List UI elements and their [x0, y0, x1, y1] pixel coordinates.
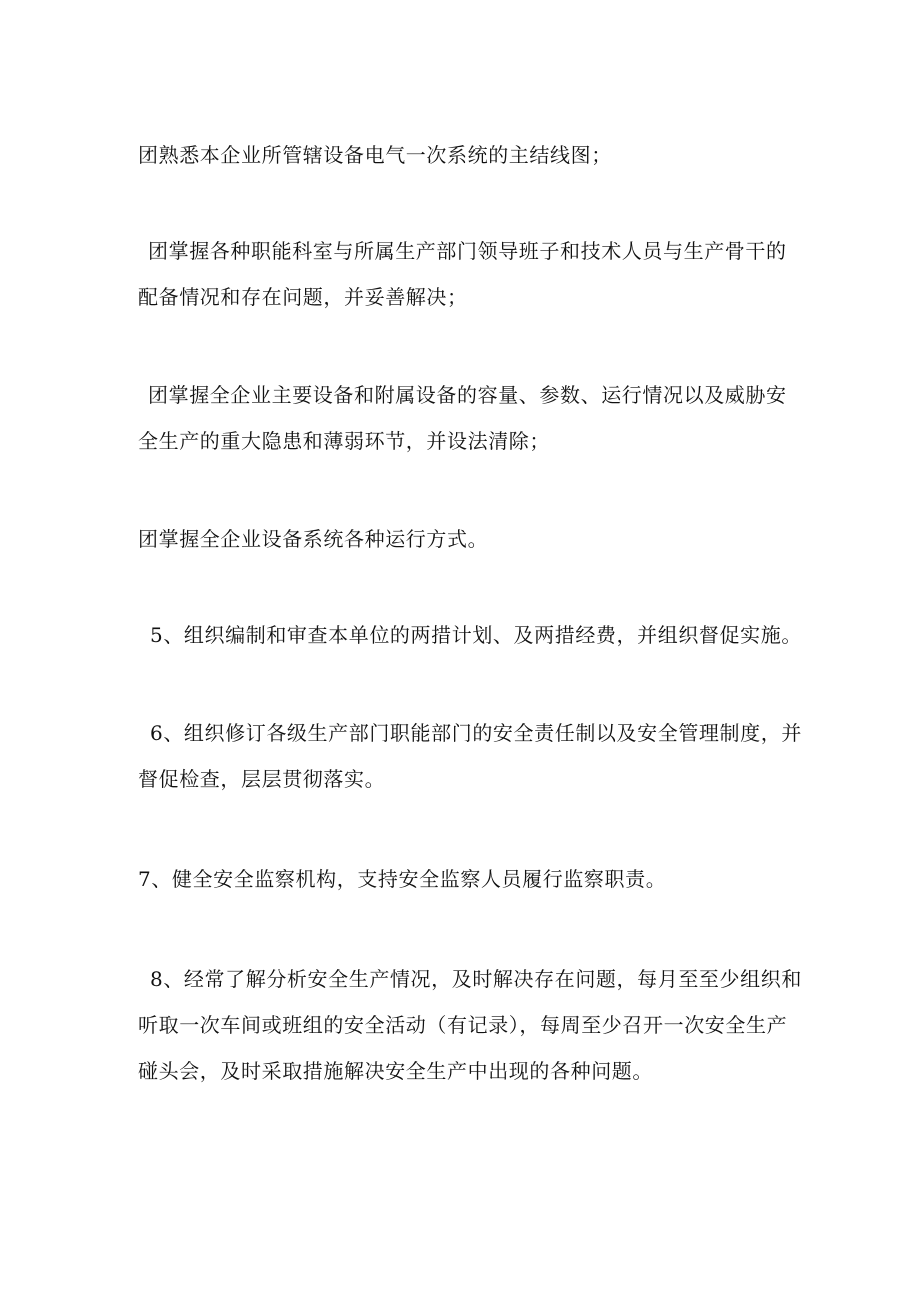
- text-line: 6、组织修订各级生产部门职能部门的安全责任制以及安全管理制度，并: [150, 721, 802, 745]
- text-line: 团掌握全企业设备系统各种运行方式。: [138, 527, 489, 551]
- text-line: 5、组织编制和审查本单位的两措计划、及两措经费，并组织督促实施。: [150, 623, 802, 647]
- paragraph-item-7: [138, 856, 798, 902]
- paragraph-staffing: [138, 228, 798, 320]
- paragraph-item-8: [138, 956, 802, 1094]
- text-line: 团掌握各种职能科室与所属生产部门领导班子和技术人员与生产骨干的: [148, 239, 787, 263]
- text-line: 听取一次车间或班组的安全活动（有记录），每周至少召开一次安全生产: [138, 1013, 788, 1037]
- paragraph-equipment-hazards: [138, 372, 798, 464]
- text-line: 7、健全安全监察机构，支持安全监察人员履行监察职责。: [138, 867, 667, 891]
- text-line: 团掌握全企业主要设备和附属设备的容量、参数、运行情况以及威胁安: [148, 383, 787, 407]
- text-line: 8、经常了解分析安全生产情况，及时解决存在问题，每月至至少组织和: [150, 967, 802, 991]
- text-line: 碰头会，及时采取措施解决安全生产中出现的各种问题。: [138, 1059, 653, 1083]
- text-line: 督促检查，层层贯彻落实。: [138, 767, 386, 791]
- paragraph-item-6: [138, 710, 802, 802]
- paragraph-main-wiring: [138, 132, 798, 178]
- paragraph-operating-modes: [138, 516, 798, 562]
- paragraph-item-5: [138, 612, 802, 658]
- text-line: 团熟悉本企业所管辖设备电气一次系统的主结线图；: [138, 143, 612, 167]
- text-line: 配备情况和存在问题，并妥善解决；: [138, 285, 468, 309]
- text-line: 全生产的重大隐患和薄弱环节，并设法清除；: [138, 429, 550, 453]
